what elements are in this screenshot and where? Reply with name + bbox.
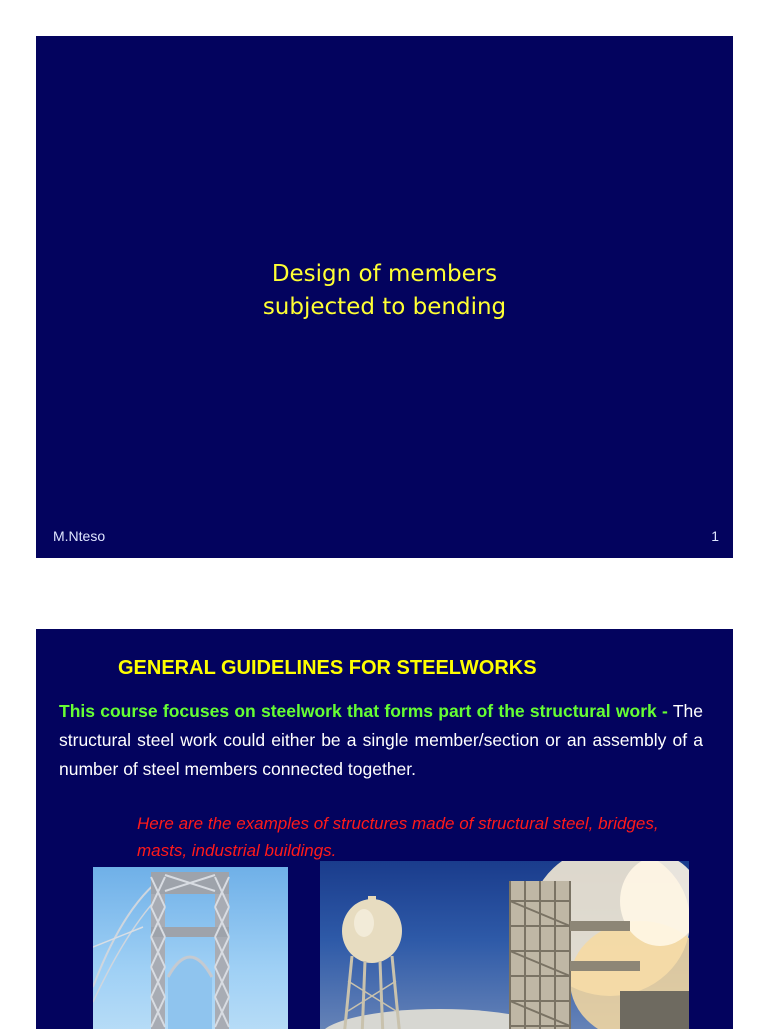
- slide-page-number: 1: [711, 528, 719, 544]
- slide-title-line-2: subjected to bending: [262, 294, 507, 320]
- body-lead-text: This course focuses on steelwork that forms part of the structural work -: [59, 701, 668, 721]
- slide-2: [36, 629, 733, 1029]
- slide-body-text: [59, 697, 703, 784]
- slide-heading: GENERAL GUIDELINES FOR STEELWORKS: [118, 657, 537, 679]
- slide-1: [36, 36, 733, 558]
- launch-pad-photo: [320, 861, 689, 1029]
- slide-author: M.Nteso: [53, 528, 106, 544]
- examples-note: Here are the examples of structures made of structural steel, bridges, masts, industrial buildings.: [137, 814, 659, 860]
- body-main-text: The structural steel work could either be a single member/section or an assembly of a number of steel members connected together.: [59, 701, 703, 779]
- slide-title-line-1: Design of members: [271, 261, 498, 287]
- slide-title: [36, 258, 733, 324]
- bridge-photo: [93, 867, 288, 1029]
